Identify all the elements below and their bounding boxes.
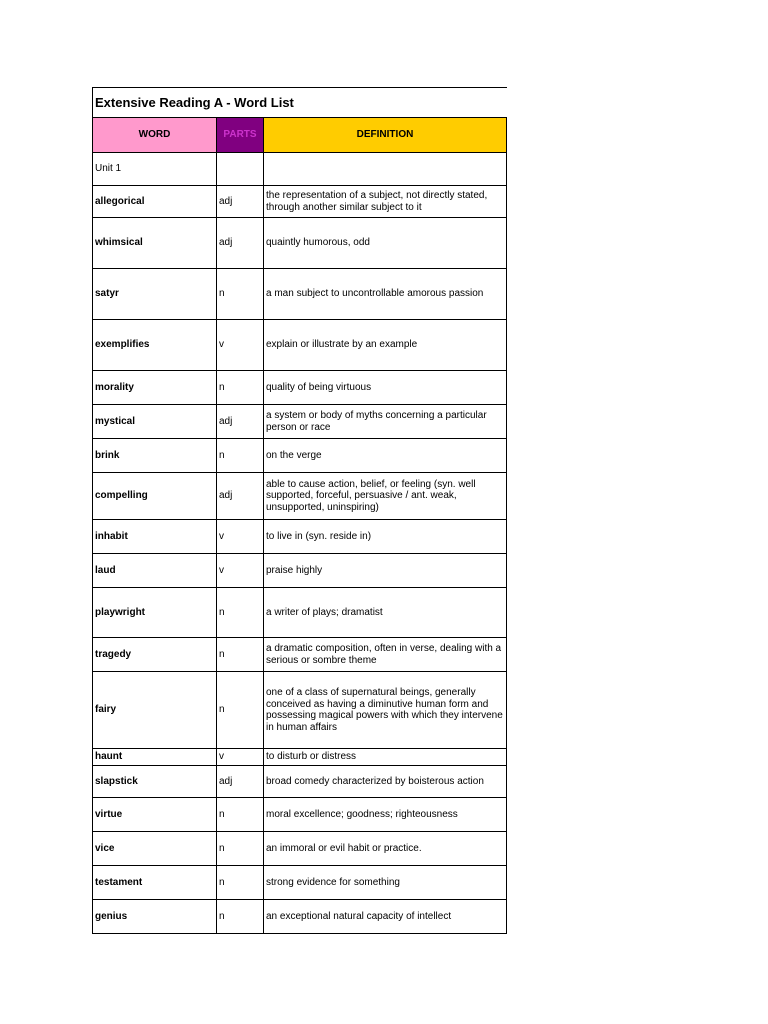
part-of-speech-cell: n bbox=[217, 900, 264, 934]
definition-cell: quality of being virtuous bbox=[264, 371, 507, 405]
definition-cell: moral excellence; goodness; righteousness bbox=[264, 798, 507, 832]
part-of-speech-cell: n bbox=[217, 439, 264, 473]
word-cell: brink bbox=[93, 439, 217, 473]
table-row bbox=[93, 588, 507, 638]
definition-cell: strong evidence for something bbox=[264, 866, 507, 900]
word-cell: satyr bbox=[93, 269, 217, 320]
word-cell: compelling bbox=[93, 473, 217, 520]
part-of-speech-cell: n bbox=[217, 269, 264, 320]
table-row bbox=[93, 405, 507, 439]
title-row bbox=[93, 88, 507, 118]
part-of-speech-cell: adj bbox=[217, 473, 264, 520]
word-cell: laud bbox=[93, 554, 217, 588]
part-of-speech-cell: adj bbox=[217, 766, 264, 798]
word-cell: allegorical bbox=[93, 186, 217, 218]
unit-parts-cell bbox=[217, 153, 264, 186]
word-cell: vice bbox=[93, 832, 217, 866]
word-list-table bbox=[92, 87, 507, 934]
unit-row bbox=[93, 153, 507, 186]
header-row bbox=[93, 118, 507, 153]
definition-cell: to live in (syn. reside in) bbox=[264, 520, 507, 554]
table-row bbox=[93, 749, 507, 766]
table-row bbox=[93, 186, 507, 218]
table-row bbox=[93, 554, 507, 588]
definition-cell: a writer of plays; dramatist bbox=[264, 588, 507, 638]
part-of-speech-cell: v bbox=[217, 520, 264, 554]
word-cell: tragedy bbox=[93, 638, 217, 672]
sheet-title: Extensive Reading A - Word List bbox=[93, 88, 507, 118]
unit-definition-cell bbox=[264, 153, 507, 186]
definition-cell: a system or body of myths concerning a particular person or race bbox=[264, 405, 507, 439]
definition-cell: to disturb or distress bbox=[264, 749, 507, 766]
word-cell: whimsical bbox=[93, 218, 217, 269]
definition-cell: a dramatic composition, often in verse, dealing with a serious or sombre theme bbox=[264, 638, 507, 672]
word-cell: haunt bbox=[93, 749, 217, 766]
word-cell: playwright bbox=[93, 588, 217, 638]
part-of-speech-cell: n bbox=[217, 638, 264, 672]
table-row bbox=[93, 900, 507, 934]
word-cell: exemplifies bbox=[93, 320, 217, 371]
part-of-speech-cell: v bbox=[217, 749, 264, 766]
part-of-speech-cell: n bbox=[217, 672, 264, 749]
part-of-speech-cell: v bbox=[217, 320, 264, 371]
part-of-speech-cell: n bbox=[217, 588, 264, 638]
table-row bbox=[93, 520, 507, 554]
part-of-speech-cell: adj bbox=[217, 218, 264, 269]
word-cell: inhabit bbox=[93, 520, 217, 554]
definition-cell: on the verge bbox=[264, 439, 507, 473]
word-column-header: WORD bbox=[93, 118, 217, 153]
table-row bbox=[93, 798, 507, 832]
table-row bbox=[93, 866, 507, 900]
part-of-speech-cell: n bbox=[217, 866, 264, 900]
definition-cell: explain or illustrate by an example bbox=[264, 320, 507, 371]
word-cell: virtue bbox=[93, 798, 217, 832]
table-row bbox=[93, 218, 507, 269]
word-cell: morality bbox=[93, 371, 217, 405]
definition-cell: an exceptional natural capacity of intellect bbox=[264, 900, 507, 934]
word-cell: testament bbox=[93, 866, 217, 900]
table-row bbox=[93, 672, 507, 749]
definition-cell: quaintly humorous, odd bbox=[264, 218, 507, 269]
definition-cell: able to cause action, belief, or feeling (syn. well supported, forceful, persuasive / ant. weak, unsupported, uninspiring) bbox=[264, 473, 507, 520]
table-row bbox=[93, 320, 507, 371]
table-row bbox=[93, 439, 507, 473]
definition-column-header: DEFINITION bbox=[264, 118, 507, 153]
table-row bbox=[93, 371, 507, 405]
table-row bbox=[93, 766, 507, 798]
part-of-speech-cell: v bbox=[217, 554, 264, 588]
definition-cell: an immoral or evil habit or practice. bbox=[264, 832, 507, 866]
definition-cell: broad comedy characterized by boisterous action bbox=[264, 766, 507, 798]
word-cell: genius bbox=[93, 900, 217, 934]
table-row bbox=[93, 269, 507, 320]
part-of-speech-cell: n bbox=[217, 832, 264, 866]
word-cell: mystical bbox=[93, 405, 217, 439]
table-row bbox=[93, 473, 507, 520]
part-of-speech-cell: adj bbox=[217, 186, 264, 218]
definition-cell: the representation of a subject, not directly stated, through another similar subject to it bbox=[264, 186, 507, 218]
definition-cell: a man subject to uncontrollable amorous passion bbox=[264, 269, 507, 320]
word-cell: slapstick bbox=[93, 766, 217, 798]
table-row bbox=[93, 832, 507, 866]
definition-cell: praise highly bbox=[264, 554, 507, 588]
parts-column-header: PARTS bbox=[217, 118, 264, 153]
definition-cell: one of a class of supernatural beings, generally conceived as having a diminutive human form and possessing magical powers with which they intervene in human affairs bbox=[264, 672, 507, 749]
unit-label: Unit 1 bbox=[93, 153, 217, 186]
word-cell: fairy bbox=[93, 672, 217, 749]
part-of-speech-cell: n bbox=[217, 371, 264, 405]
part-of-speech-cell: adj bbox=[217, 405, 264, 439]
table-row bbox=[93, 638, 507, 672]
part-of-speech-cell: n bbox=[217, 798, 264, 832]
